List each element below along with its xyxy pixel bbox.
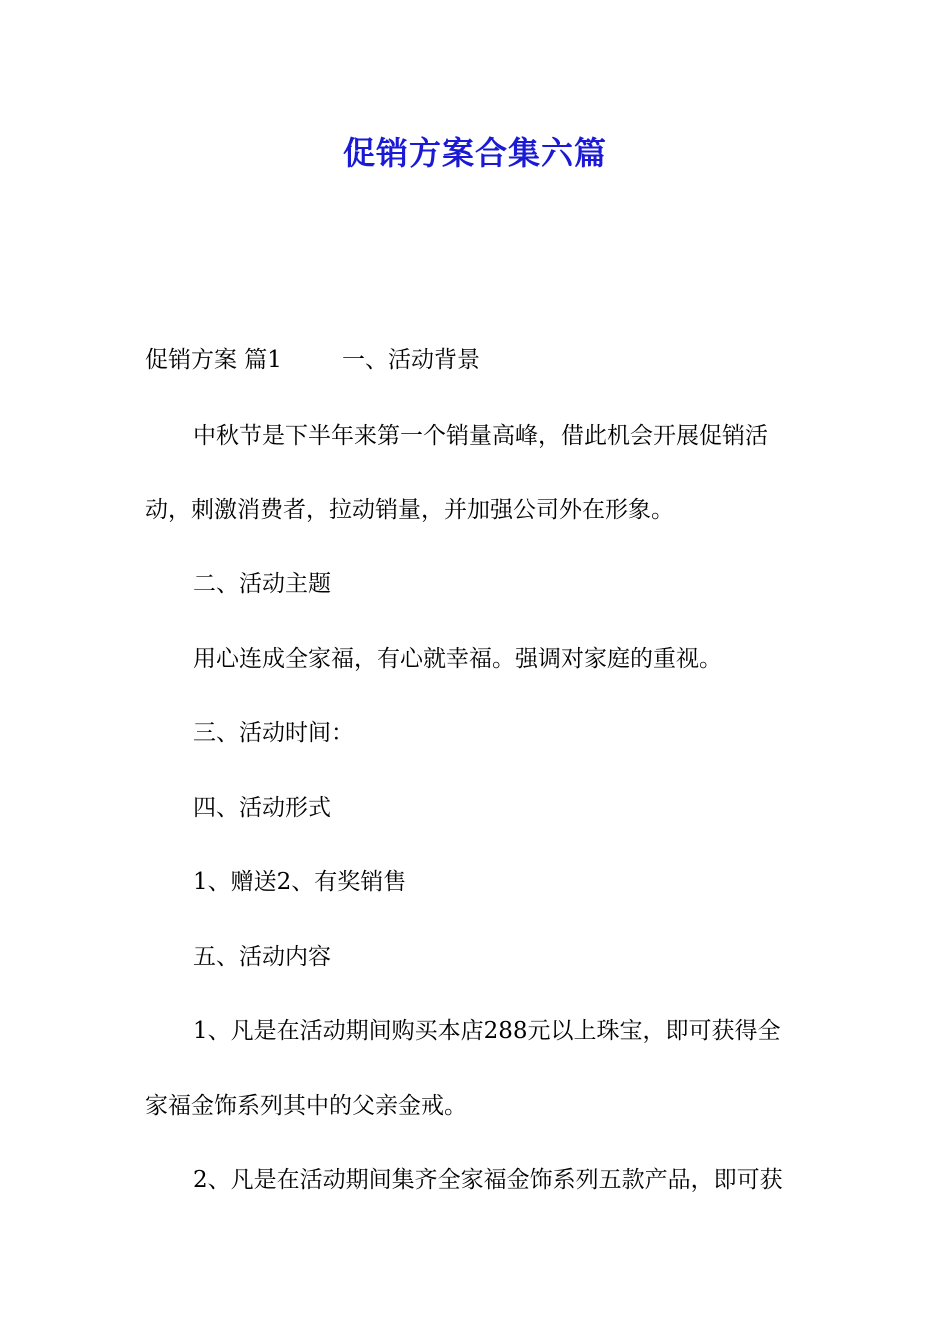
- heading-time: 三、活动时间：: [193, 720, 354, 746]
- paragraph-line: 动，刺激消费者，拉动销量，并加强公司外在形象。: [145, 497, 674, 523]
- heading-background: 一、活动背景: [341, 347, 480, 373]
- paragraph-line: 家福金饰系列其中的父亲金戒。: [145, 1093, 467, 1119]
- paragraph-line: 用心连成全家福，有心就幸福。强调对家庭的重视。: [193, 646, 722, 672]
- heading-content: 五、活动内容: [193, 944, 331, 970]
- section-label: 促销方案 篇1: [145, 347, 282, 373]
- paragraph-line: 1、赠送2、有奖销售: [193, 869, 407, 895]
- document-title: 促销方案合集六篇: [342, 134, 607, 172]
- paragraph-line: 1、凡是在活动期间购买本店288元以上珠宝，即可获得全: [193, 1018, 781, 1044]
- section-heading-line: [145, 342, 815, 378]
- paragraph-line: 2、凡是在活动期间集齐全家福金饰系列五款产品，即可获: [193, 1167, 783, 1193]
- heading-theme: 二、活动主题: [193, 571, 331, 597]
- paragraph-line: 中秋节是下半年来第一个销量高峰，借此机会开展促销活: [193, 423, 768, 449]
- heading-form: 四、活动形式: [193, 795, 331, 821]
